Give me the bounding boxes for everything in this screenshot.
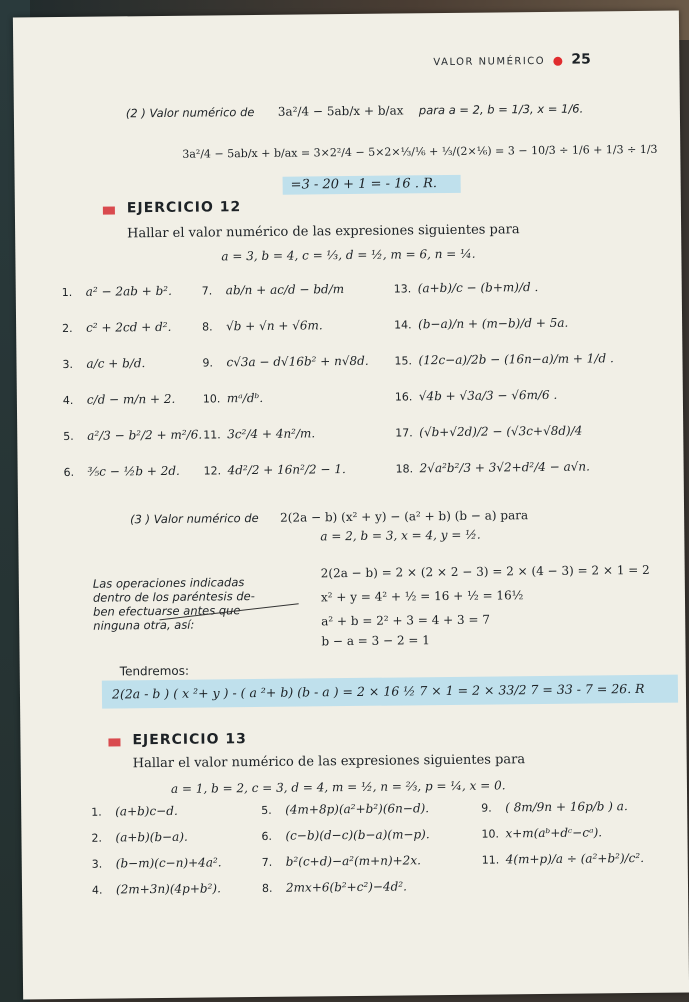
exercise12-values: a = 3, b = 4, c = ⅓, d = ½, m = 6, n = ¼.: [221, 246, 476, 264]
exercise-item: [394, 316, 568, 332]
example3-label: (3 ) Valor numérico de: [130, 510, 259, 527]
exercise-item-number: 4.: [91, 883, 103, 897]
exercise-item-number: 17.: [395, 426, 413, 440]
exercise-item-number: 18.: [395, 462, 414, 476]
exercise-item-number: 3.: [91, 857, 103, 871]
exercise-item-number: 8.: [202, 320, 213, 334]
exercise-item: [91, 830, 187, 845]
exercise-item: [202, 354, 368, 370]
exercise-item: [91, 804, 178, 819]
exercise-item-number: 7.: [201, 284, 213, 298]
exercise-item-expression: b²(c+d)−a²(m+n)+2x.: [285, 853, 421, 869]
exercise-item: [262, 879, 407, 895]
exercise-item: [62, 320, 171, 335]
exercise-item-number: 3.: [62, 357, 74, 372]
exercise-item-expression: ( 8m/9n + 16p/b ) a.: [505, 799, 628, 815]
example3-explain-4: ninguna otra, así:: [93, 617, 195, 633]
exercise-item-number: 11.: [481, 853, 500, 867]
example3-step-3: a² + b = 2² + 3 = 4 + 3 = 7: [321, 612, 491, 629]
example2-result: =3 - 20 + 1 = - 16 . R.: [290, 176, 438, 193]
exercise-item-expression: √b + √n + √6m.: [226, 318, 323, 334]
red-dot-icon: [553, 57, 562, 66]
exercise-item-expression: x+m(aᵇ+dᶜ−cᵃ).: [505, 825, 603, 841]
exercise-item-number: 4.: [62, 393, 74, 408]
example3-step-2: x² + y = 4² + ½ = 16 + ½ = 16½: [320, 588, 524, 605]
exercise-item-expression: (a+b)/c − (b+m)/d .: [417, 280, 539, 296]
exercise-item: [261, 801, 429, 817]
exercise-item-expression: (2m+3n)(4p+b²).: [115, 881, 221, 897]
exercise-item-expression: a/c + b/d.: [86, 356, 146, 371]
exercise-item-number: 6.: [261, 829, 273, 843]
exercise-item-expression: (b−m)(c−n)+4a².: [115, 855, 222, 871]
exercise-item: [63, 428, 202, 443]
example3-explain-3: ben efectuarse antes que: [93, 603, 241, 619]
exercise-item-number: 5.: [63, 429, 74, 444]
exercise-item: [62, 356, 145, 371]
exercise-item-expression: √4b + √3a/3 − √6m/6 .: [418, 387, 558, 404]
exercise-item-number: 5.: [261, 803, 272, 817]
exercise13-values: a = 1, b = 2, c = 3, d = 4, m = ½, n = ⅔, p = ¼, x = 0.: [170, 778, 506, 796]
exercise-item-expression: 2mx+6(b²+c²)−4d².: [285, 879, 407, 895]
exercise-item-expression: (√b+√2d)/2 − (√3c+√8d)/4: [419, 423, 583, 440]
exercise-item: [92, 855, 222, 870]
exercise-item-expression: 3c²/4 + 4n²/m.: [227, 426, 316, 442]
exercise-item: [396, 459, 590, 475]
exercise-item-expression: 4d²/2 + 16n²/2 − 1.: [227, 462, 346, 478]
exercise-item: [203, 426, 315, 441]
exercise12-title: EJERCICIO 12: [126, 199, 242, 217]
exercise-item-expression: a² − 2ab + b².: [85, 283, 172, 299]
exercise-item-expression: (a+b)(b−a).: [115, 829, 188, 845]
exercise-item-number: 2.: [62, 321, 73, 336]
exercise-item-expression: (a+b)c−d.: [115, 803, 178, 819]
exercise-item: [394, 351, 613, 367]
exercise-item: [203, 391, 263, 406]
book-page: [13, 11, 689, 1000]
exercise-item: [261, 827, 429, 843]
exercise-item-expression: c/d − m/n + 2.: [86, 391, 176, 407]
exercise-item-expression: ⅗c − ½b + 2d.: [87, 463, 180, 479]
exercise-item-number: 2.: [91, 831, 103, 845]
exercise12-instruction: Hallar el valor numérico de las expresiones siguientes para: [127, 222, 520, 242]
exercise-item-number: 10.: [481, 827, 500, 841]
exercise-item-expression: 4(m+p)/a ÷ (a²+b²)/c².: [505, 850, 645, 867]
exercise-item-expression: c² + 2cd + d².: [86, 319, 172, 335]
exercise-item-number: 9.: [202, 356, 214, 370]
example3-step-1: 2(2a − b) = 2 × (2 × 2 − 3) = 2 × (4 − 3) = 2 × 1 = 2: [320, 562, 650, 581]
exercise-item-number: 14.: [394, 318, 412, 332]
exercise-item: [481, 825, 602, 840]
bullet-icon: [103, 206, 115, 214]
exercise-item: [395, 388, 558, 404]
exercise-item: [202, 318, 323, 333]
exercise-item-expression: 2√a²b²/3 + 3√2+d²/4 − a√n.: [419, 459, 590, 476]
exercise13-instruction: Hallar el valor numérico de las expresiones siguientes para: [132, 752, 526, 772]
example2-expr: 3a²/4 − 5ab/x + b/ax: [277, 103, 404, 119]
exercise-item-number: 15.: [394, 354, 413, 368]
exercise-item-number: 6.: [63, 465, 75, 480]
exercise-item-expression: (b−a)/n + (m−b)/d + 5a.: [418, 315, 569, 332]
example3-step-4: b − a = 3 − 2 = 1: [321, 633, 430, 649]
exercise-item-number: 8.: [261, 881, 273, 895]
exercise-item-expression: c√3a − d√16b² + n√8d.: [226, 353, 369, 370]
exercise-item-number: 1.: [61, 285, 73, 300]
exercise-item-number: 11.: [203, 428, 221, 442]
running-header: VALOR NUMÉRICO: [433, 55, 546, 69]
exercise-item: [62, 284, 172, 299]
exercise-item: [64, 464, 180, 479]
exercise-item-expression: (12c−a)/2b − (16n−a)/m + 1/d .: [418, 351, 614, 368]
tendremos-label: Tendremos:: [119, 663, 190, 679]
exercise-item: [395, 424, 582, 440]
exercise-item: [482, 851, 644, 867]
exercise-item-expression: ab/n + ac/d − bd/m: [225, 282, 345, 298]
bullet-icon: [108, 738, 120, 746]
exercise-item-expression: (4m+8p)(a²+b²)(6n−d).: [285, 801, 430, 817]
exercise-item-number: 10.: [202, 392, 221, 406]
exercise-item-number: 12.: [203, 464, 222, 478]
exercise13-title: EJERCICIO 13: [132, 731, 247, 749]
exercise-item-expression: a²/3 − b²/2 + m²/6.: [87, 427, 203, 443]
example3-result: 2(2a - b ) ( x ²+ y ) - ( a ²+ b) (b - a ) = 2 × 16 ½ 7 × 1 = 2 × 33/2 7 = 33 - 7 = 26. R: [111, 680, 645, 702]
exercise-item-number: 7.: [261, 855, 273, 869]
exercise-item-number: 9.: [481, 801, 492, 815]
exercise-item: [204, 462, 346, 477]
exercise-item-number: 13.: [393, 282, 412, 296]
exercise-item: [481, 799, 628, 815]
exercise-item: [202, 282, 344, 297]
exercise-item-expression: (c−b)(d−c)(b−a)(m−p).: [285, 827, 430, 843]
exercise-item: [63, 392, 176, 407]
exercise-item: [92, 881, 221, 896]
example2-label: (2 ) Valor numérico de: [125, 104, 255, 121]
example2-line2: 3a²/4 − 5ab/x + b/ax = 3×2²/4 − 5×2×⅓/⅙ + ⅓/(2×⅙) = 3 − 10/3 ÷ 1/6 + 1/3 ÷ 1/3: [182, 142, 658, 161]
exercise-item: [394, 280, 539, 296]
exercise-item-number: 16.: [394, 390, 413, 404]
exercise-item-number: 1.: [91, 805, 102, 819]
exercise-item: [262, 853, 421, 869]
example3-explain-1: Las operaciones indicadas: [92, 575, 245, 591]
exercise-item-expression: mᵃ/dᵇ.: [226, 390, 264, 406]
example2-cond: para a = 2, b = 1/3, x = 1/6.: [418, 101, 584, 118]
example3-explain-2: dentro de los paréntesis de-: [92, 589, 255, 605]
page-number: 25: [571, 51, 591, 68]
example3-expr: 2(2a − b) (x² + y) − (a² + b) (b − a) para: [280, 508, 529, 525]
example3-cond: a = 2, b = 3, x = 4, y = ½.: [320, 527, 481, 544]
